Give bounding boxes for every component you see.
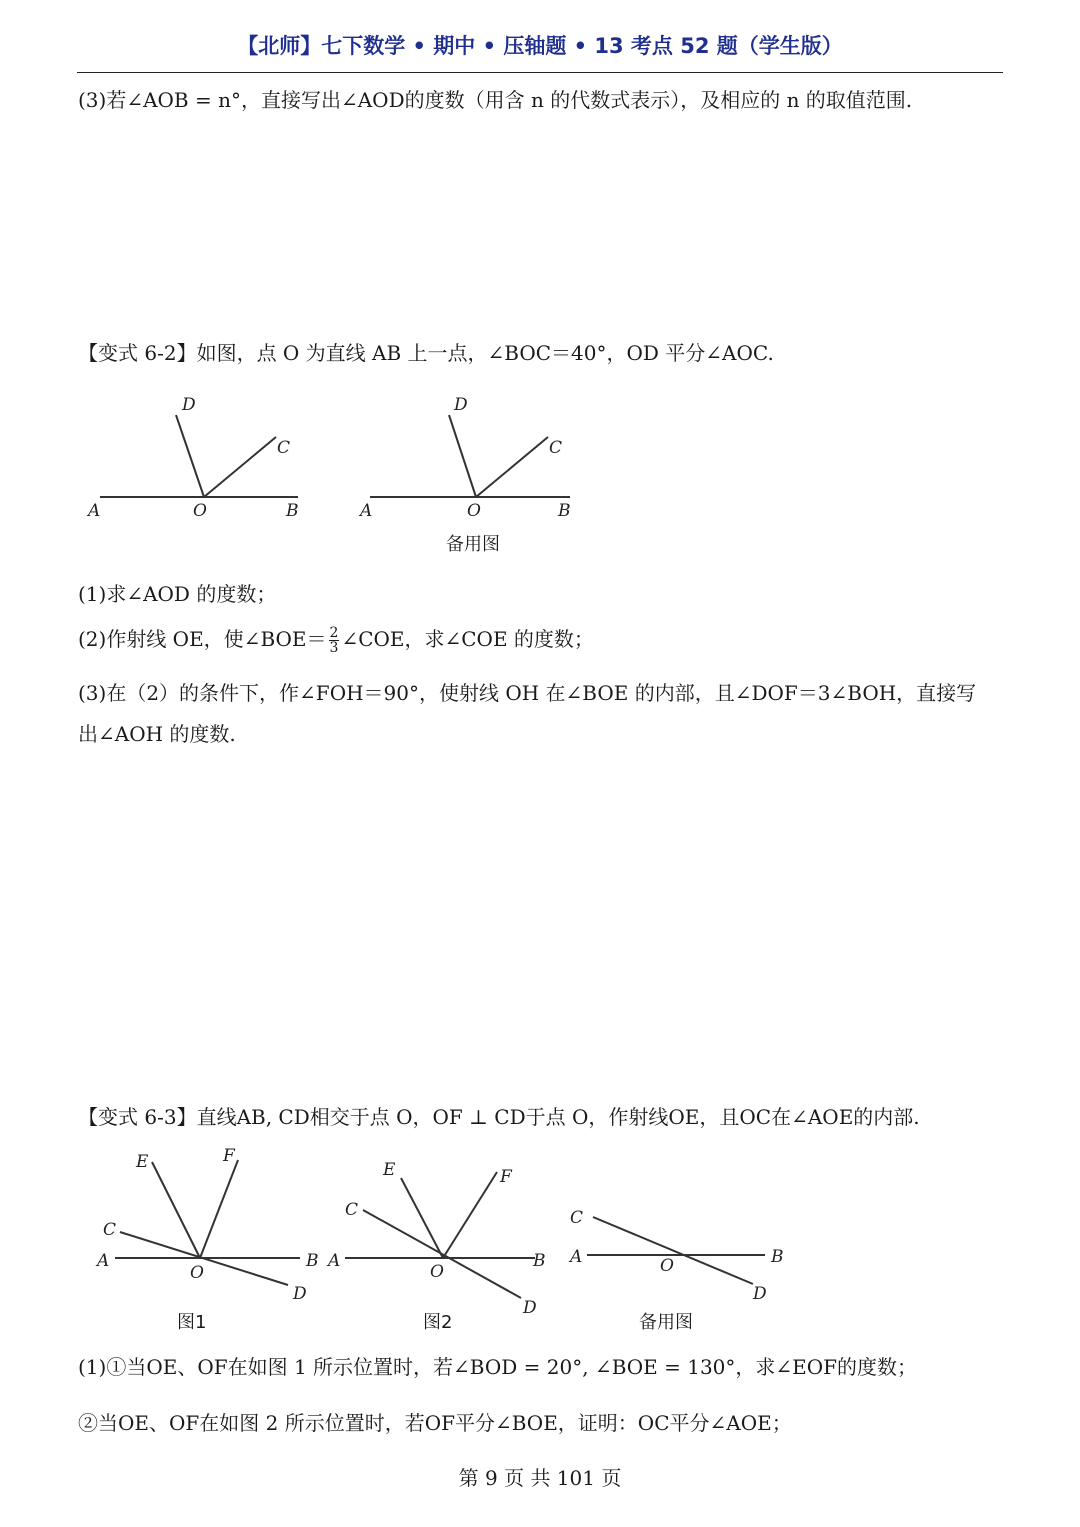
label-c: C <box>277 438 291 458</box>
label-o: O <box>467 501 481 521</box>
q3-fig2-caption: 图2 <box>423 1312 453 1333</box>
label-d: D <box>753 1284 767 1304</box>
label-b: B <box>286 501 299 521</box>
label-c: C <box>549 438 563 458</box>
header-divider <box>77 72 1003 73</box>
label-f: F <box>500 1167 512 1187</box>
label-a: A <box>97 1251 110 1271</box>
label-a: A <box>360 501 373 521</box>
q3-figure-spare <box>565 1200 795 1310</box>
page-number-footer: 第 9 页 共 101 页 <box>458 1466 622 1490</box>
ray-oe <box>401 1178 443 1258</box>
label-a: A <box>570 1247 583 1267</box>
label-a: A <box>328 1251 341 1271</box>
q2-part1-text: (1)求∠AOD 的度数； <box>78 582 277 606</box>
q2-intro-text: 【变式 6-2】如图，点 O 为直线 AB 上一点，∠BOC＝40°，OD 平分∠AOC. <box>78 341 774 365</box>
q2-part3-line1: (3)在（2）的条件下，作∠FOH＝90°，使射线 OH 在∠BOE 的内部，且∠DOF＝3∠BOH，直接写 <box>78 681 977 705</box>
label-o: O <box>193 501 207 521</box>
q2-part2-text <box>78 626 594 655</box>
q3-figure-1 <box>90 1140 330 1310</box>
q3-figure-2 <box>325 1150 565 1325</box>
label-d: D <box>182 395 196 415</box>
label-b: B <box>306 1251 319 1271</box>
q2-part2-before: (2)作射线 OE，使∠BOE＝ <box>78 627 327 651</box>
q2-spare-caption: 备用图 <box>446 534 500 555</box>
ray-of <box>200 1160 238 1258</box>
q2-part3-line2: 出∠AOH 的度数. <box>78 722 236 746</box>
q1-part3-text: (3)若∠AOB = n°，直接写出∠AOD的度数（用含 n 的代数式表示），及相应的 n 的取值范围. <box>78 88 913 112</box>
fraction-denominator: 3 <box>329 640 339 656</box>
q3-spare-caption: 备用图 <box>639 1312 693 1333</box>
q2-part2-after: ∠COE，求∠COE 的度数； <box>341 627 594 651</box>
q2-figure-spare <box>352 385 592 535</box>
label-d: D <box>454 395 468 415</box>
label-c: C <box>345 1200 359 1220</box>
label-c: C <box>103 1220 117 1240</box>
q3-intro-text: 【变式 6-3】直线AB, CD相交于点 O，OF ⊥ CD于点 O，作射线OE，且OC在∠AOE的内部. <box>78 1105 920 1129</box>
label-f: F <box>223 1146 235 1166</box>
q2-figure-main <box>80 385 320 535</box>
fraction <box>329 626 340 655</box>
label-e: E <box>136 1152 149 1172</box>
fraction-numerator: 2 <box>329 625 339 641</box>
label-b: B <box>771 1247 784 1267</box>
label-b: B <box>533 1251 546 1271</box>
q3-part1-1-text: (1)①当OE、OF在如图 1 所示位置时，若∠BOD = 20°, ∠BOE = 130°，求∠EOF的度数； <box>78 1355 918 1379</box>
label-d: D <box>523 1298 537 1318</box>
ray-oc <box>204 437 276 497</box>
label-a: A <box>88 501 101 521</box>
q3-fig1-caption: 图1 <box>177 1312 207 1333</box>
q3-part1-2-text: ②当OE、OF在如图 2 所示位置时，若OF平分∠BOE，证明：OC平分∠AOE； <box>78 1411 792 1435</box>
label-c: C <box>570 1208 584 1228</box>
label-e: E <box>383 1160 396 1180</box>
label-d: D <box>293 1284 307 1304</box>
ray-od <box>449 415 476 497</box>
ray-od <box>176 415 204 497</box>
page-header-title: 【北师】七下数学 • 期中 • 压轴题 • 13 考点 52 题（学生版） <box>237 34 843 58</box>
label-o: O <box>430 1262 444 1282</box>
ray-of <box>443 1172 497 1258</box>
label-o: O <box>190 1263 204 1283</box>
ray-oc <box>476 437 548 497</box>
label-b: B <box>558 501 571 521</box>
label-o: O <box>660 1256 674 1276</box>
